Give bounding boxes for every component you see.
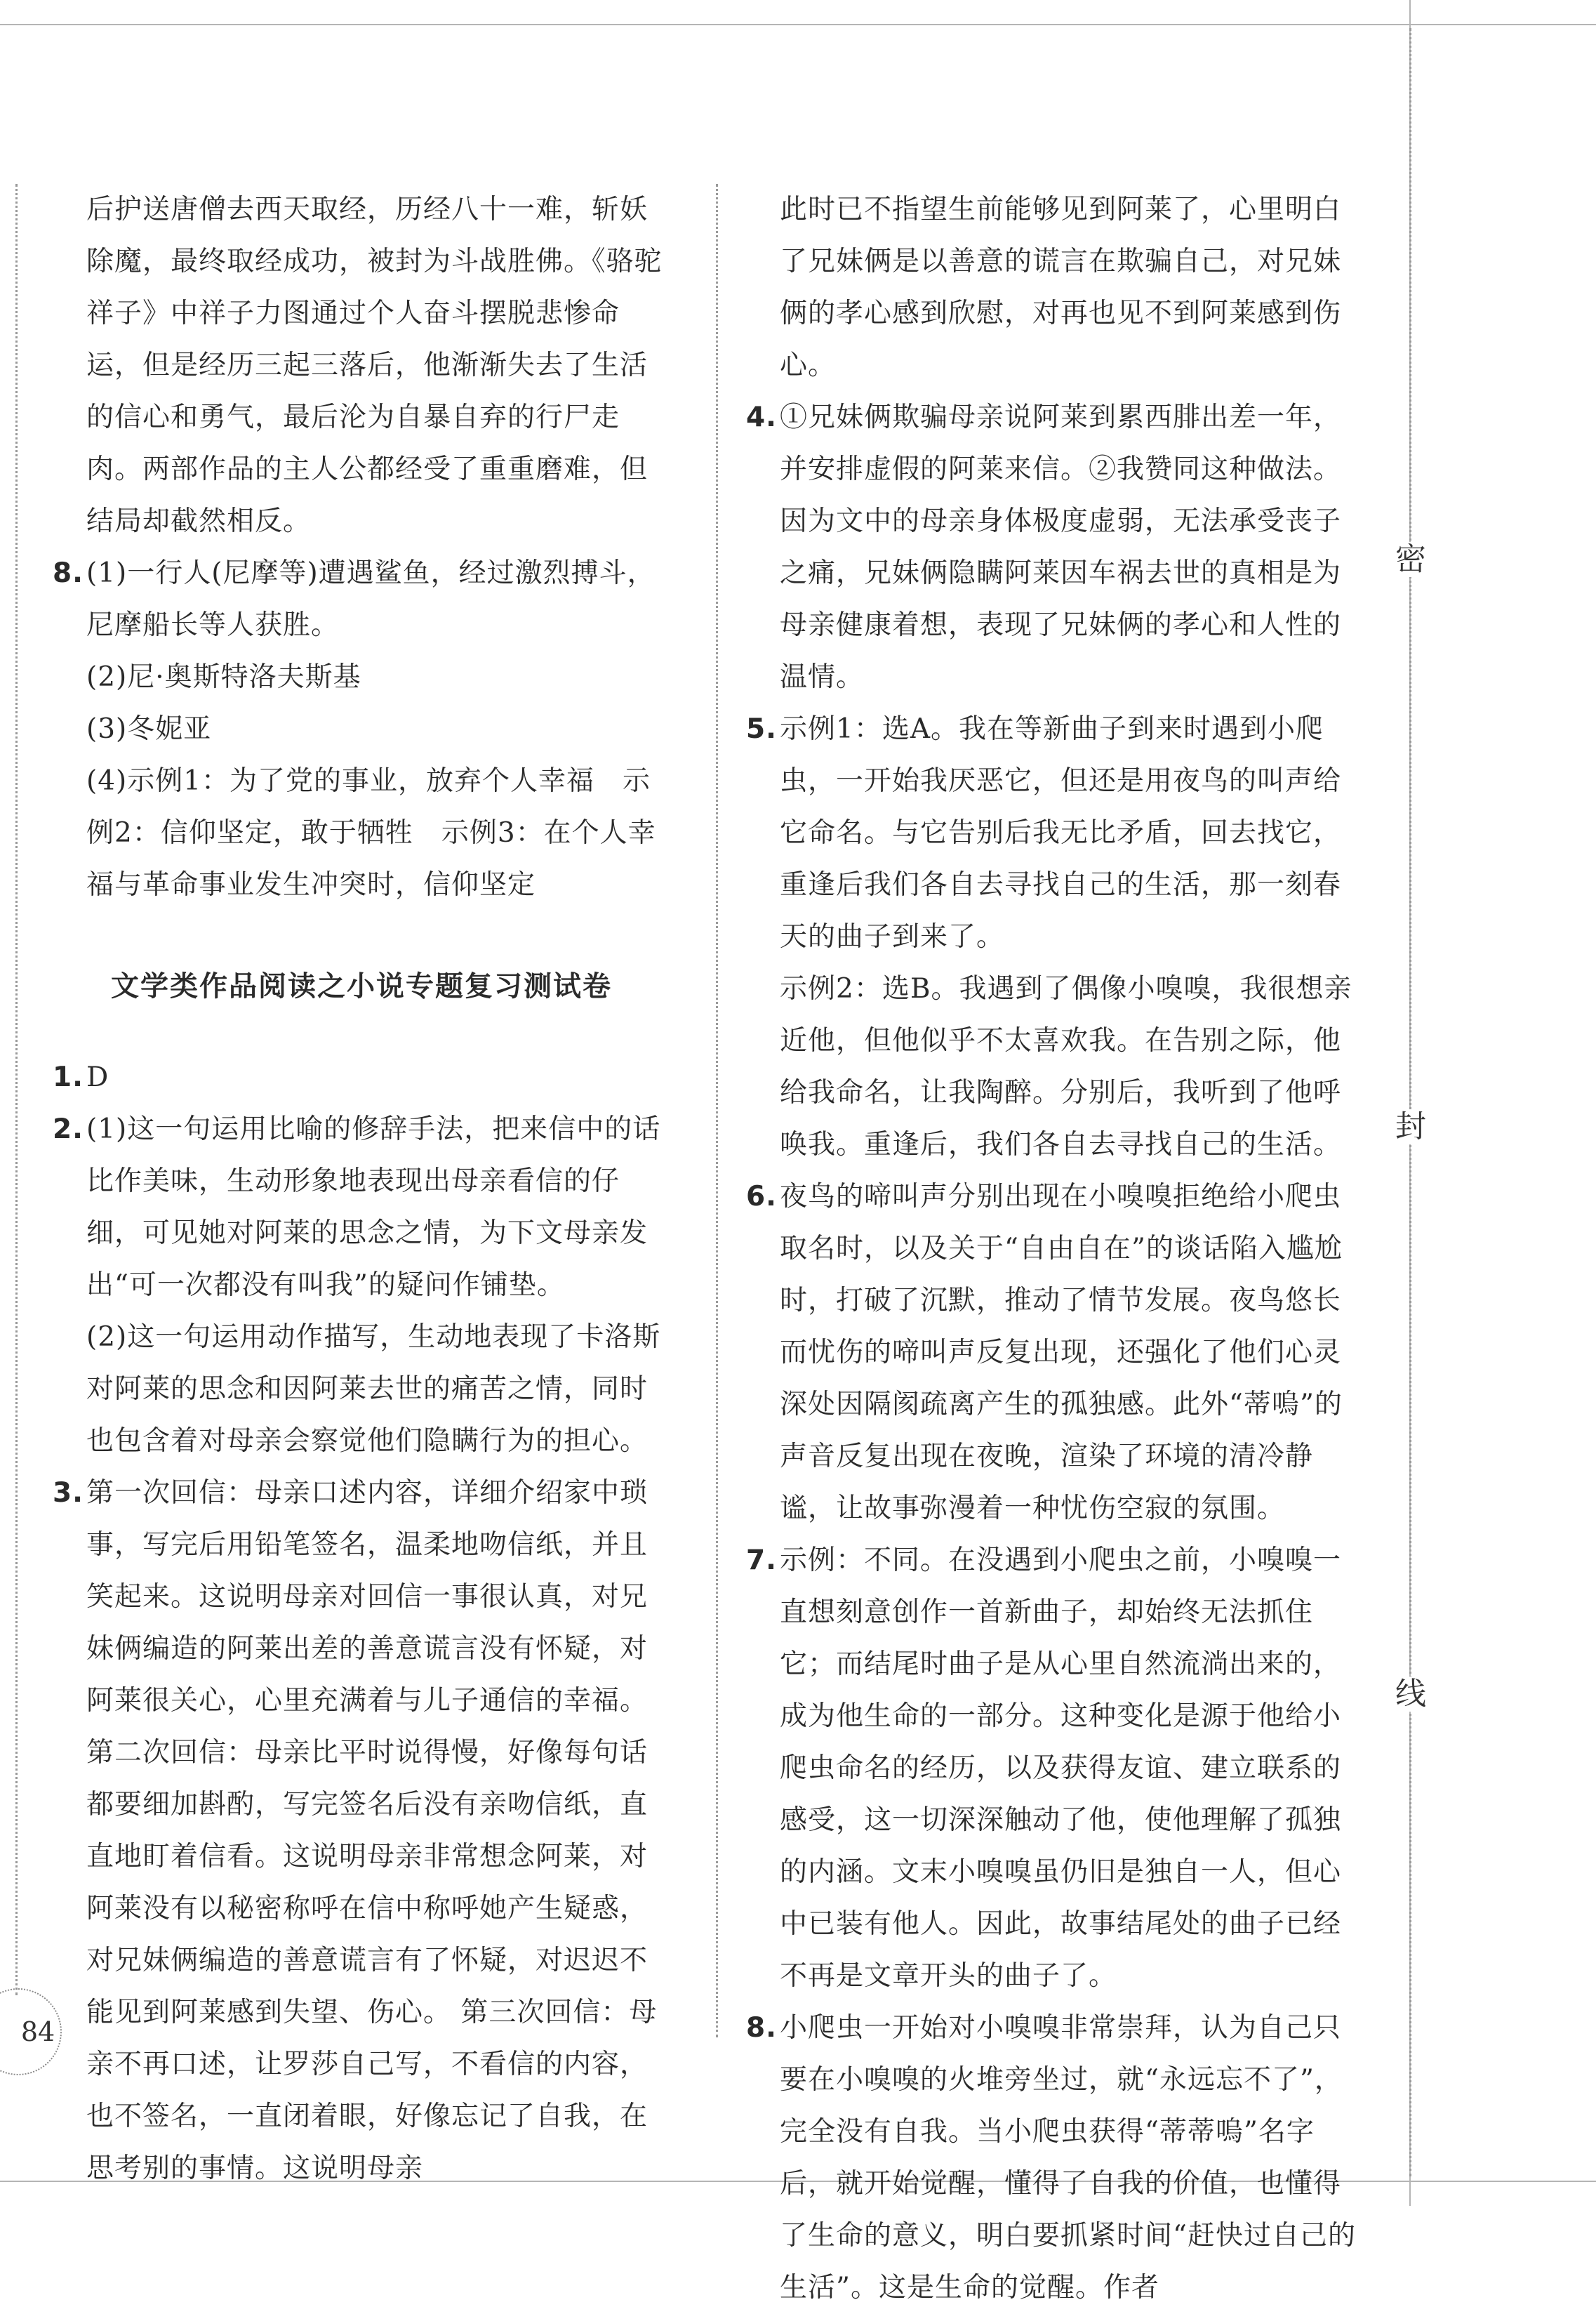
left-column (53, 184, 670, 2195)
side-mark-xian: 线 (1395, 1676, 1426, 1712)
answer-number: 2. (53, 1113, 84, 1145)
answer-text: 示例：不同。在没遇到小爬虫之前，小嗅嗅一直想刻意创作一首新曲子，却始终无法抓住它；而结尾时曲子是从心里自然流淌出来的，成为他生命的一部分。这种变化是源于他给小爬虫命名的经历，以及获得友谊、建立联系的感受，这一切深深触动了他，使他理解了孤独的内涵。文末小嗅嗅虽仍旧是独自一人，但心中已装有他人。因此，故事结尾处的曲子已经不再是文章开头的曲子了。 (780, 1545, 1342, 1992)
answer-item-8-right (746, 2002, 1364, 2314)
answer-item-3 (53, 1467, 670, 2195)
answer-number: 6. (746, 1181, 777, 1212)
answer-text: ①兄妹俩欺骗母亲说阿莱到累西腓出差一年，并安排虚假的阿莱来信。②我赞同这种做法。因为文中的母亲身体极度虚弱，无法承受丧子之痛，兄妹俩隐瞒阿莱因车祸去世的真相是为母亲健康着想，表现了兄妹俩的孝心和人性的温情。 (780, 402, 1342, 693)
page-number: 84 (20, 2016, 55, 2047)
answer-text: D (86, 1062, 109, 1093)
left-top-paragraph: 后护送唐僧去西天取经，历经八十一难，斩妖除魔，最终取经成功，被封为斗战胜佛。《骆驼祥子》中祥子力图通过个人奋斗摆脱悲惨命运，但是经历三起三落后，他渐渐失去了生活的信心和勇气，最后沦为自暴自弃的行尸走肉。两部作品的主人公都经受了重重磨难，但结局却截然相反。 (86, 194, 663, 537)
answer-part: (2)尼·奥斯特洛夫斯基 (86, 661, 361, 693)
answer-text: 第一次回信：母亲口述内容，详细介绍家中琐事，写完后用铅笔签名，温柔地吻信纸，并且笑起来。这说明母亲对回信一事很认真，对兄妹俩编造的阿莱出差的善意谎言没有怀疑，对阿莱很关心，心里充满着与儿子通信的幸福。 第二次回信：母亲比平时说得慢，好像每句话都要细加斟酌，写完签名后没有亲吻信纸，直直地盯着信看。这说明母亲非常想念阿莱，对阿莱没有以秘密称呼在信中称呼她产生疑惑，对兄妹俩编造的善意谎言有了怀疑，对迟迟不能见到阿莱感到失望、伤心。 第三次回信：母亲不再口述，让罗莎自己写，不看信的内容，也不签名，一直闭着眼，好像忘记了自我，在思考别的事情。这说明母亲 (86, 1477, 658, 2184)
answer-number: 1. (53, 1062, 84, 1093)
side-mark-feng: 封 (1395, 1109, 1426, 1144)
answer-text: 小爬虫一开始对小嗅嗅非常崇拜，认为自己只要在小嗅嗅的火堆旁坐过，就“永远忘不了”，完全没有自我。当小爬虫获得“蒂蒂嗚”名字后，就开始觉醒，懂得了自我的价值，也懂得了生命的意义，明白要抓紧时间“赶快过自己的生活”。这是生命的觉醒。作者 (780, 2012, 1356, 2303)
answer-item-8-left (53, 548, 670, 911)
answer-part: 示例2：选B。我遇到了偶像小嗅嗅，我很想亲近他，但他似乎不太喜欢我。在告别之际，他给我命名，让我陶醉。分别后，我听到了他呼唤我。重逢后，我们各自去寻找自己的生活。 (780, 973, 1352, 1161)
answer-part: (4)示例1：为了党的事业，放弃个人幸福 示例2：信仰坚定，敢于牺牲 示例3：在个人幸福与革命事业发生冲突时，信仰坚定 (86, 765, 656, 901)
answer-item-2 (53, 1104, 670, 1467)
answer-part: (2)这一句运用动作描写，生动地表现了卡洛斯对阿莱的思念和因阿莱去世的痛苦之情，同时也包含着对母亲会察觉他们隐瞒行为的担心。 (86, 1321, 661, 1457)
top-border-line (0, 24, 1596, 25)
answer-part: (1)这一句运用比喻的修辞手法，把来信中的话比作美味，生动形象地表现出母亲看信的仔细，可见她对阿莱的思念之情，为下文母亲发出“可一次都没有叫我”的疑问作铺垫。 (86, 1113, 661, 1301)
answer-part: 示例1：选A。我在等新曲子到来时遇到小爬虫，一开始我厌恶它，但还是用夜鸟的叫声给它命名。与它告别后我无比矛盾，回去找它，重逢后我们各自去寻找自己的生活，那一刻春天的曲子到来了。 (780, 713, 1342, 953)
binding-dotted-line (1409, 28, 1411, 2176)
answer-item-6 (746, 1171, 1364, 1535)
answer-item-7 (746, 1535, 1364, 2002)
answer-number: 7. (746, 1545, 777, 1576)
answer-item-4 (746, 392, 1364, 703)
left-margin-dotted-line (15, 184, 18, 1995)
answer-text: 夜鸟的啼叫声分别出现在小嗅嗅拒绝给小爬虫取名时，以及关于“自由自在”的谈话陷入尴尬时，打破了沉默，推动了情节发展。夜鸟悠长而忧伤的啼叫声反复出现，还强化了他们心灵深处因隔阂疏离产生的孤独感。此外“蒂嗚”的声音反复出现在夜晚，渲染了环境的清冷静谧，让故事弥漫着一种忧伤空寂的氛围。 (780, 1181, 1343, 1524)
answer-number: 3. (53, 1477, 84, 1509)
right-top-paragraph: 此时已不指望生前能够见到阿莱了，心里明白了兄妹俩是以善意的谎言在欺骗自己，对兄妹俩的孝心感到欣慰，对再也见不到阿莱感到伤心。 (780, 194, 1342, 381)
right-column (746, 184, 1364, 2314)
answer-number: 4. (746, 402, 777, 433)
answer-part: (1)一行人(尼摩等)遭遇鲨鱼，经过激烈搏斗，尼摩船长等人获胜。 (86, 557, 656, 641)
answer-number: 8. (53, 557, 84, 589)
answer-item-5 (746, 703, 1364, 1171)
answer-number: 8. (746, 2012, 777, 2044)
answer-part: (3)冬妮亚 (86, 713, 212, 745)
side-mark-mi: 密 (1395, 541, 1426, 577)
answer-number: 5. (746, 713, 777, 745)
answer-item-1 (53, 1052, 670, 1104)
section-title: 文学类作品阅读之小说专题复习测试卷 (111, 970, 612, 1003)
column-divider-dotted-line (716, 184, 718, 2037)
